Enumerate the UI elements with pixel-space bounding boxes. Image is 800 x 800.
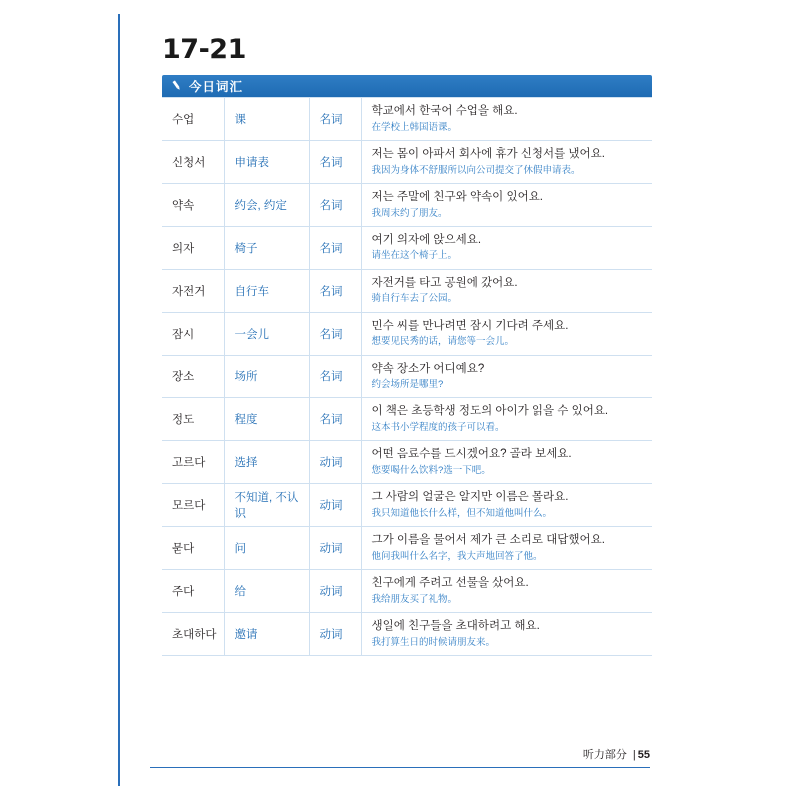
chinese-meaning: 自行车 — [224, 269, 309, 312]
table-row — [162, 441, 652, 484]
example-korean: 민수 씨를 만나려면 잠시 기다려 주세요. — [371, 319, 569, 332]
left-rule-top-mask — [114, 0, 124, 14]
chinese-meaning: 邀请 — [224, 613, 309, 656]
table-row — [162, 226, 652, 269]
table-row — [162, 269, 652, 312]
example-korean: 그가 이름을 물어서 제가 큰 소리로 대답했어요. — [371, 534, 605, 547]
section-header-bar — [162, 75, 652, 97]
pencil-icon — [170, 79, 184, 93]
example-cell — [361, 312, 652, 355]
table-row — [162, 398, 652, 441]
example-cell — [361, 484, 652, 527]
korean-word: 정도 — [162, 398, 224, 441]
section-header-title: 今日词汇 — [189, 80, 244, 94]
example-korean: 친구에게 주려고 선물을 샀어요. — [371, 577, 529, 590]
table-row — [162, 527, 652, 570]
chinese-meaning: 选择 — [224, 441, 309, 484]
korean-word: 장소 — [162, 355, 224, 398]
example-cell — [361, 98, 652, 141]
part-of-speech: 名词 — [309, 269, 361, 312]
part-of-speech: 名词 — [309, 312, 361, 355]
example-korean: 생일에 친구들을 초대하려고 해요. — [371, 620, 540, 633]
table-row — [162, 355, 652, 398]
example-chinese: 在学校上韩国语课。 — [371, 121, 458, 133]
table-row — [162, 140, 652, 183]
example-cell — [361, 398, 652, 441]
part-of-speech: 动词 — [309, 570, 361, 613]
table-row — [162, 613, 652, 656]
part-of-speech: 动词 — [309, 441, 361, 484]
example-korean: 약속 장소가 어디예요? — [371, 362, 485, 375]
part-of-speech: 名词 — [309, 355, 361, 398]
example-cell — [361, 613, 652, 656]
example-chinese: 他问我叫什么名字，我大声地回答了他。 — [371, 550, 543, 562]
example-chinese: 请坐在这个椅子上。 — [371, 250, 458, 262]
example-cell — [361, 269, 652, 312]
example-cell — [361, 441, 652, 484]
chinese-meaning: 椅子 — [224, 226, 309, 269]
part-of-speech: 动词 — [309, 527, 361, 570]
korean-word: 고르다 — [162, 441, 224, 484]
korean-word: 잠시 — [162, 312, 224, 355]
chinese-meaning: 不知道, 不认识 — [224, 484, 309, 527]
korean-word: 초대하다 — [162, 613, 224, 656]
part-of-speech: 名词 — [309, 183, 361, 226]
part-of-speech: 名词 — [309, 398, 361, 441]
example-cell — [361, 527, 652, 570]
korean-word: 묻다 — [162, 527, 224, 570]
chinese-meaning: 课 — [224, 98, 309, 141]
example-cell — [361, 140, 652, 183]
example-korean: 저는 주말에 친구와 약속이 있어요. — [371, 190, 543, 203]
korean-word: 약속 — [162, 183, 224, 226]
page-title: 17-21 — [162, 34, 246, 65]
table-row — [162, 312, 652, 355]
example-chinese: 我只知道他长什么样，但不知道他叫什么。 — [371, 508, 553, 519]
example-korean: 여기 의자에 앉으세요. — [371, 233, 482, 246]
korean-word: 수업 — [162, 98, 224, 141]
example-chinese: 骑自行车去了公园。 — [371, 293, 458, 305]
chinese-meaning: 一会儿 — [224, 312, 309, 355]
example-korean: 자전거를 타고 공원에 갔어요. — [371, 276, 518, 289]
korean-word: 의자 — [162, 226, 224, 269]
part-of-speech: 名词 — [309, 98, 361, 141]
page-content — [140, 0, 660, 800]
vocabulary-table — [162, 97, 652, 656]
example-cell — [361, 226, 652, 269]
chinese-meaning: 约会, 约定 — [224, 183, 309, 226]
example-korean: 어떤 음료수를 드시겠어요? 골라 보세요. — [371, 448, 572, 461]
chinese-meaning: 场所 — [224, 355, 309, 398]
chinese-meaning: 给 — [224, 570, 309, 613]
example-chinese: 您要喝什么饮料?选一下吧。 — [371, 465, 491, 477]
part-of-speech: 名词 — [309, 226, 361, 269]
part-of-speech: 动词 — [309, 484, 361, 527]
korean-word: 신청서 — [162, 140, 224, 183]
korean-word: 주다 — [162, 570, 224, 613]
example-chinese: 我打算生日的时候请朋友来。 — [371, 636, 496, 648]
example-korean: 학교에서 한국어 수업을 해요. — [371, 105, 518, 117]
example-cell — [361, 355, 652, 398]
table-row — [162, 484, 652, 527]
example-chinese: 我周末约了朋友。 — [371, 207, 448, 219]
example-korean: 저는 몸이 아파서 회사에 휴가 신청서를 냈어요. — [371, 147, 605, 160]
page-number: 55 — [637, 749, 650, 761]
left-margin-rule — [118, 0, 120, 800]
page-footer — [150, 746, 650, 762]
chinese-meaning: 问 — [224, 527, 309, 570]
footer-divider — [150, 767, 650, 768]
footer-separator: | — [632, 749, 636, 761]
table-row — [162, 98, 652, 141]
korean-word: 모르다 — [162, 484, 224, 527]
example-cell — [361, 183, 652, 226]
example-chinese: 约会场所是哪里? — [371, 379, 444, 391]
chinese-meaning: 程度 — [224, 398, 309, 441]
table-row — [162, 183, 652, 226]
part-of-speech: 动词 — [309, 613, 361, 656]
example-korean: 이 책은 초등학생 정도의 아이가 읽을 수 있어요. — [371, 405, 609, 418]
footer-label: 听力部分 — [582, 749, 627, 761]
example-chinese: 我给朋友买了礼物。 — [371, 593, 458, 605]
part-of-speech: 名词 — [309, 140, 361, 183]
example-chinese: 想要见民秀的话，请您等一会儿。 — [371, 336, 515, 348]
chinese-meaning: 申请表 — [224, 140, 309, 183]
table-row — [162, 570, 652, 613]
example-chinese: 这本书小学程度的孩子可以看。 — [371, 422, 505, 434]
example-chinese: 我因为身体不舒服所以向公司提交了休假申请表。 — [371, 164, 581, 176]
example-korean: 그 사람의 얼굴은 알지만 이름은 몰라요. — [371, 491, 569, 504]
korean-word: 자전거 — [162, 269, 224, 312]
example-cell — [361, 570, 652, 613]
left-rule-bottom-mask — [114, 786, 124, 800]
